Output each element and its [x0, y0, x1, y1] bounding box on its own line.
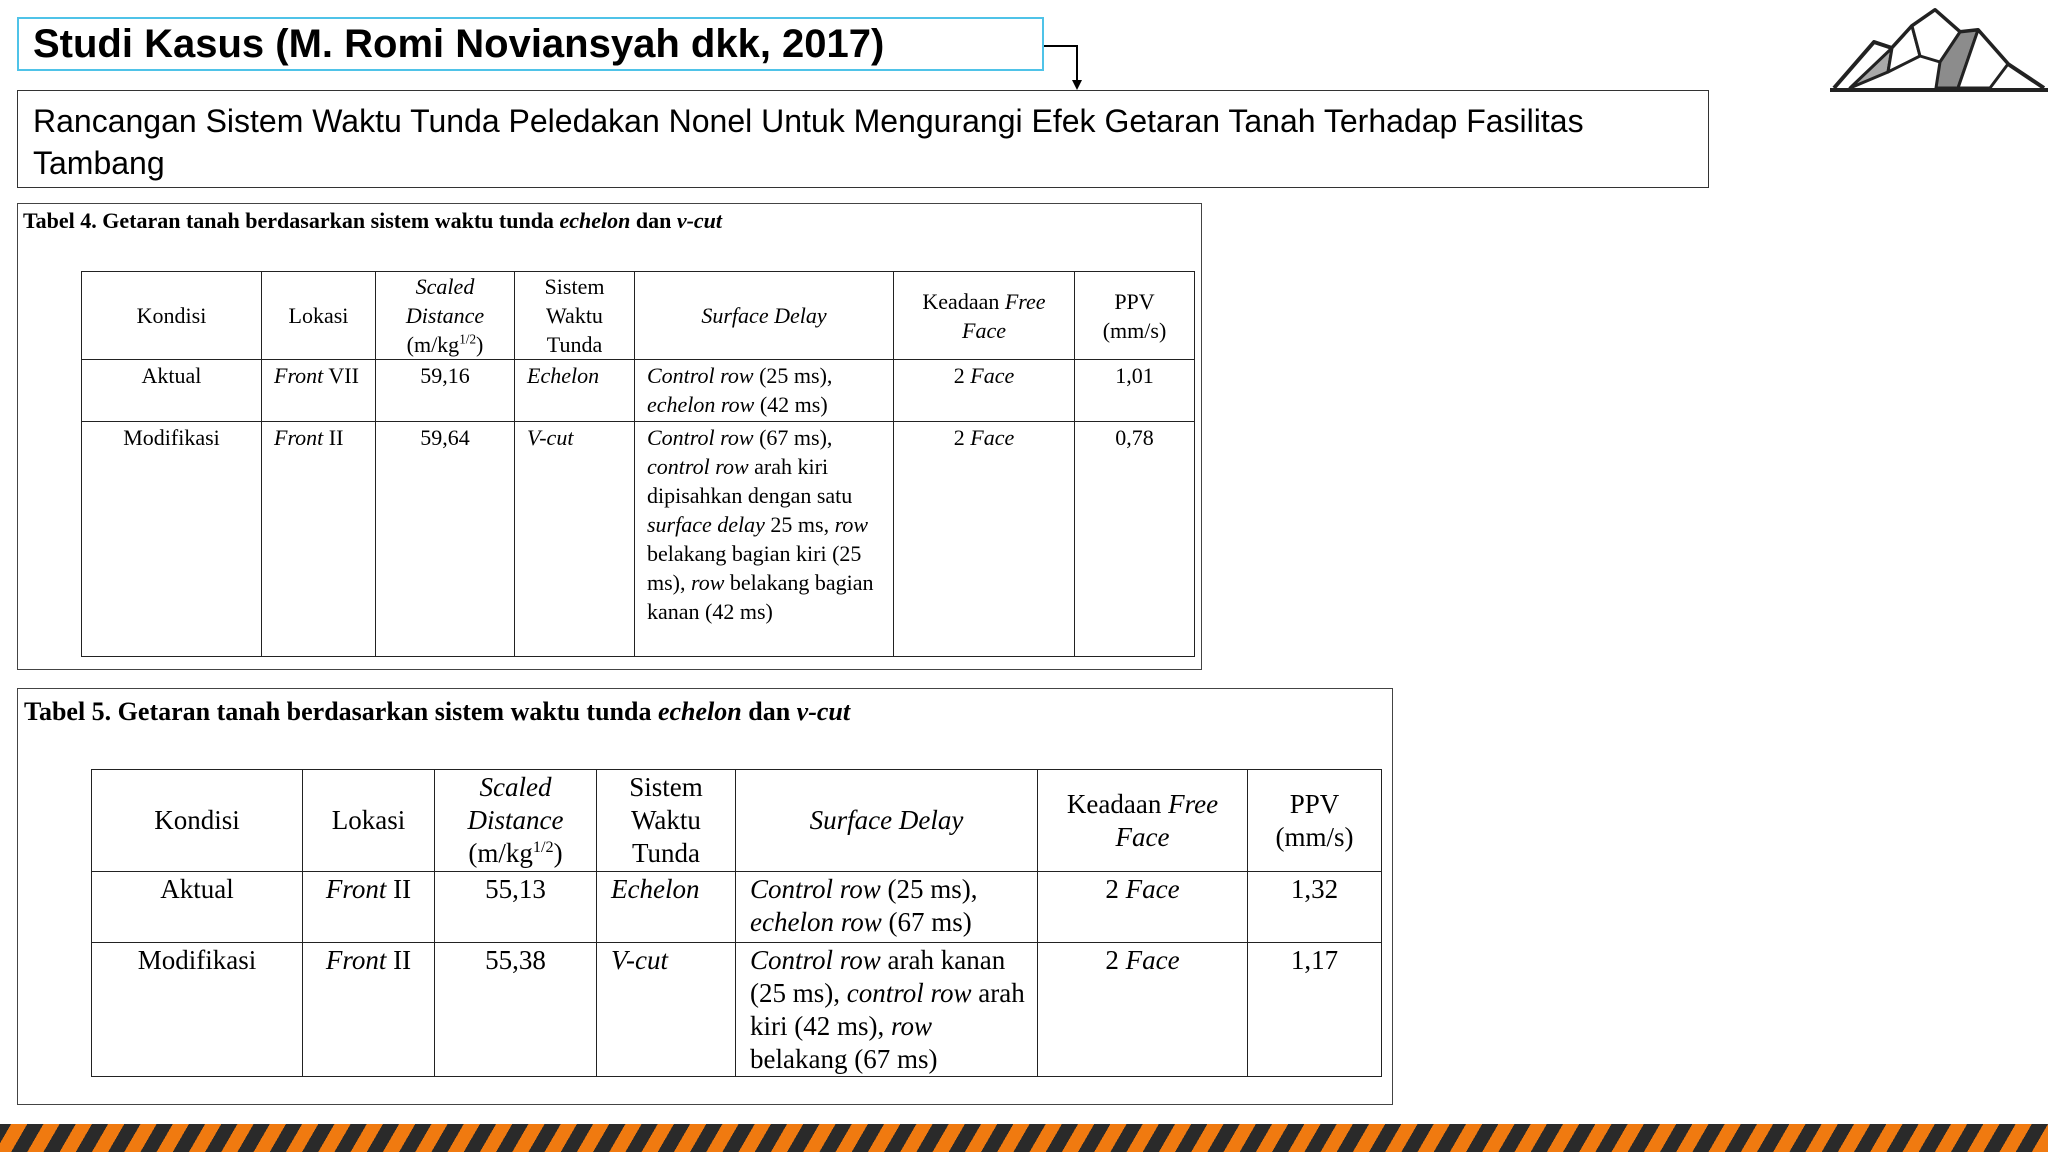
- header-scaled-distance: Scaled Distance $(m/kg^{1/2})$: [435, 770, 597, 872]
- cell-lokasi: Front VII: [262, 360, 376, 422]
- mountain-logo-icon: [1830, 2, 2048, 94]
- cell-ppv: 1,17: [1248, 943, 1382, 1077]
- table-row: [92, 943, 1382, 1077]
- cell-keadaan: 2 Face: [894, 422, 1075, 657]
- cell-lokasi: Front II: [303, 872, 435, 943]
- cell-sistem: Echelon: [515, 360, 635, 422]
- cell-lokasi: Front II: [262, 422, 376, 657]
- table-row: [82, 422, 1195, 657]
- cell-scaled-distance: 55,38: [435, 943, 597, 1077]
- cell-keadaan: 2 Face: [1038, 872, 1248, 943]
- cell-scaled-distance: 59,64: [376, 422, 515, 657]
- cell-kondisi: Modifikasi: [82, 422, 262, 657]
- cell-ppv: 1,32: [1248, 872, 1382, 943]
- table-row: [92, 872, 1382, 943]
- header-scaled-distance: Scaled Distance $(m/kg^{1/2})$: [376, 272, 515, 360]
- table-header-row: [82, 272, 1195, 360]
- header-keadaan-free-face: Keadaan Free Face: [894, 272, 1075, 360]
- hazard-stripe-footer: [0, 1124, 2048, 1152]
- cell-kondisi: Modifikasi: [92, 943, 303, 1077]
- table5: [91, 769, 1382, 1077]
- table4-caption: Tabel 4. Getaran tanah berdasarkan sistem waktu tunda echelon dan v-cut: [23, 208, 723, 233]
- cell-surface-delay: Control row (67 ms), control row arah kiri dipisahkan dengan satu surface delay 25 ms, row belakang bagian kiri (25 ms), row belakang bagian kanan (42 ms): [635, 422, 894, 657]
- table5-image: [17, 688, 1393, 1105]
- cell-lokasi: Front II: [303, 943, 435, 1077]
- cell-surface-delay: Control row (25 ms), echelon row (42 ms): [635, 360, 894, 422]
- cell-ppv: 0,78: [1075, 422, 1195, 657]
- header-ppv: PPV (mm/s): [1075, 272, 1195, 360]
- slide-title: Studi Kasus (M. Romi Noviansyah dkk, 2017): [33, 22, 885, 66]
- cell-kondisi: Aktual: [92, 872, 303, 943]
- cell-keadaan: 2 Face: [894, 360, 1075, 422]
- table4-image: [17, 203, 1202, 670]
- table-header-row: [92, 770, 1382, 872]
- header-lokasi: Lokasi: [262, 272, 376, 360]
- cell-scaled-distance: 59,16: [376, 360, 515, 422]
- table-row: [82, 360, 1195, 422]
- header-surface-delay: Surface Delay: [635, 272, 894, 360]
- cell-sistem: V-cut: [515, 422, 635, 657]
- slide-subtitle: Rancangan Sistem Waktu Tunda Peledakan Nonel Untuk Mengurangi Efek Getaran Tanah Terhadap Fasilitas Tambang: [33, 103, 1584, 181]
- header-surface-delay: Surface Delay: [736, 770, 1038, 872]
- cell-ppv: 1,01: [1075, 360, 1195, 422]
- cell-surface-delay: Control row arah kanan (25 ms), control row arah kiri (42 ms), row belakang (67 ms): [736, 943, 1038, 1077]
- header-sistem-waktu-tunda: Sistem Waktu Tunda: [515, 272, 635, 360]
- table5-caption: Tabel 5. Getaran tanah berdasarkan sistem waktu tunda echelon dan v-cut: [24, 697, 851, 726]
- header-lokasi: Lokasi: [303, 770, 435, 872]
- title-box: [17, 17, 1044, 71]
- header-sistem-waktu-tunda: Sistem Waktu Tunda: [597, 770, 736, 872]
- cell-scaled-distance: 55,13: [435, 872, 597, 943]
- cell-keadaan: 2 Face: [1038, 943, 1248, 1077]
- header-kondisi: Kondisi: [92, 770, 303, 872]
- cell-kondisi: Aktual: [82, 360, 262, 422]
- connector-arrow-icon: [1044, 40, 1084, 90]
- cell-sistem: V-cut: [597, 943, 736, 1077]
- header-ppv: PPV (mm/s): [1248, 770, 1382, 872]
- cell-surface-delay: Control row (25 ms), echelon row (67 ms): [736, 872, 1038, 943]
- subtitle-box: [17, 90, 1709, 188]
- header-keadaan-free-face: Keadaan Free Face: [1038, 770, 1248, 872]
- table4: [81, 271, 1195, 657]
- header-kondisi: Kondisi: [82, 272, 262, 360]
- cell-sistem: Echelon: [597, 872, 736, 943]
